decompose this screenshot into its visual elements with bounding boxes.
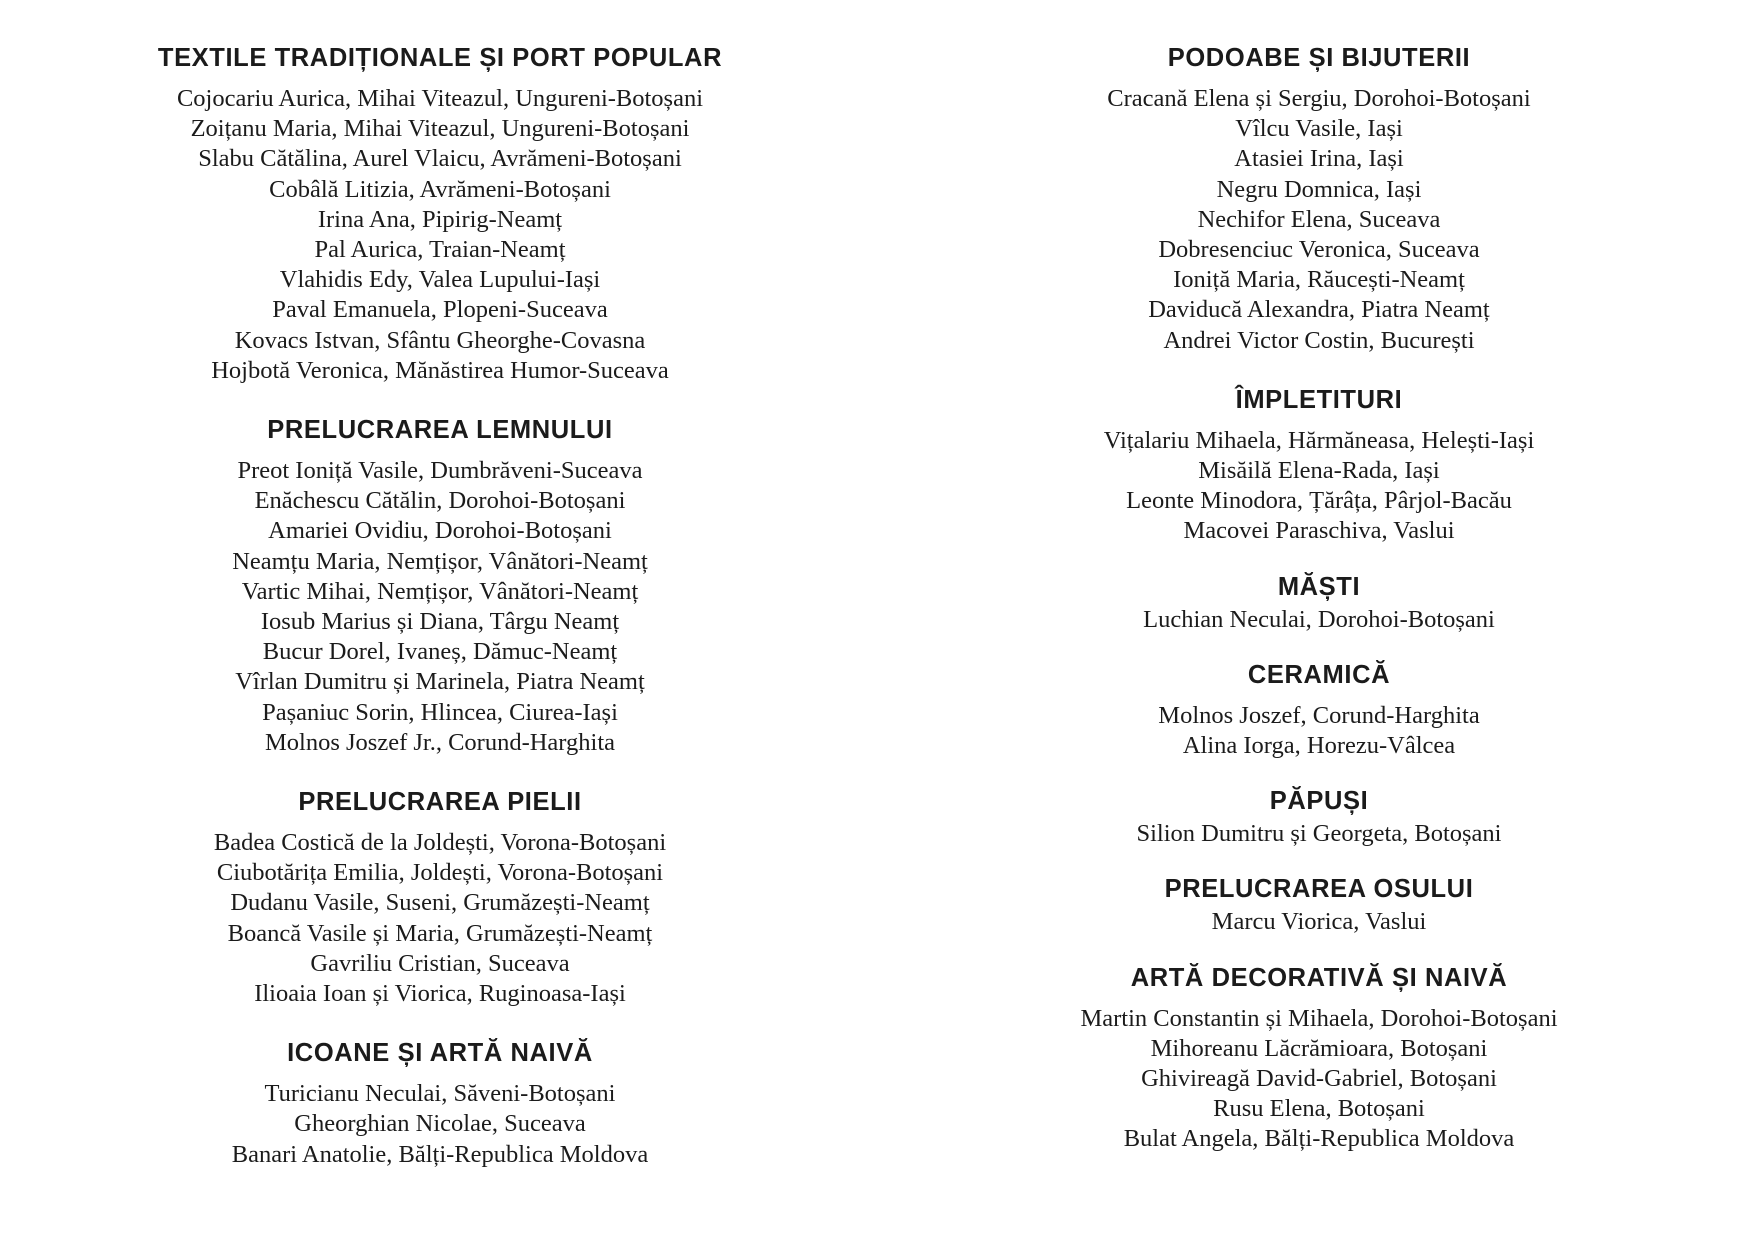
section-heading: MĂȘTI bbox=[1277, 572, 1361, 601]
list-item: Leonte Minodora, Țărâța, Pârjol-Bacău bbox=[1126, 487, 1512, 515]
list-item: Boancă Vasile și Maria, Grumăzești-Neamț bbox=[227, 919, 653, 947]
name-list bbox=[1009, 701, 1629, 761]
section-masti bbox=[1009, 569, 1629, 635]
list-item: Dobresenciuc Veronica, Suceava bbox=[1158, 236, 1480, 264]
section-heading: ÎMPLETITURI bbox=[1235, 385, 1403, 414]
section-textile bbox=[130, 40, 750, 386]
list-item: Gavriliu Cristian, Suceava bbox=[310, 949, 570, 977]
list-item: Vartic Mihai, Nemțișor, Vânători-Neamț bbox=[241, 577, 639, 605]
list-item: Irina Ana, Pipirig-Neamț bbox=[317, 205, 563, 233]
name-list bbox=[1009, 426, 1629, 547]
list-item: Banari Anatolie, Bălți-Republica Moldova bbox=[231, 1140, 649, 1168]
list-item: Slabu Cătălina, Aurel Vlaicu, Avrămeni-Botoșani bbox=[198, 145, 682, 173]
list-item: Pal Aurica, Traian-Neamț bbox=[314, 236, 566, 264]
list-item: Amariei Ovidiu, Dorohoi-Botoșani bbox=[268, 517, 612, 545]
name-list bbox=[1009, 819, 1629, 849]
list-item: Cobâlă Litizia, Avrămeni-Botoșani bbox=[269, 175, 611, 203]
section-heading: ICOANE ȘI ARTĂ NAIVĂ bbox=[287, 1039, 593, 1068]
list-item: Ghivireagă David-Gabriel, Botoșani bbox=[1141, 1065, 1497, 1093]
list-item: Ciubotărița Emilia, Joldești, Vorona-Botoșani bbox=[216, 859, 664, 887]
list-item: Vîrlan Dumitru și Marinela, Piatra Neamț bbox=[235, 668, 645, 696]
list-item: Mihoreanu Lăcrămioara, Botoșani bbox=[1150, 1034, 1488, 1062]
list-item: Negru Domnica, Iași bbox=[1216, 175, 1422, 203]
section-piele bbox=[130, 784, 750, 1009]
name-list bbox=[130, 1079, 750, 1170]
list-item: Bulat Angela, Bălți-Republica Moldova bbox=[1123, 1125, 1515, 1153]
section-podoabe bbox=[1009, 40, 1629, 356]
list-item: Pașaniuc Sorin, Hlincea, Ciurea-Iași bbox=[262, 698, 618, 726]
list-item: Vițalariu Mihaela, Hărmăneasa, Helești-Iași bbox=[1103, 426, 1535, 454]
list-item: Gheorghian Nicolae, Suceava bbox=[294, 1110, 586, 1138]
list-item: Cojocariu Aurica, Mihai Viteazul, Ungureni-Botoșani bbox=[176, 85, 704, 112]
section-ceramica bbox=[1009, 657, 1629, 761]
list-item: Rusu Elena, Botoșani bbox=[1213, 1095, 1425, 1123]
list-item: Misăilă Elena-Rada, Iași bbox=[1198, 457, 1440, 485]
list-item: Enăchescu Cătălin, Dorohoi-Botoșani bbox=[254, 487, 626, 515]
name-list bbox=[1009, 84, 1629, 356]
name-list bbox=[1009, 1004, 1629, 1155]
list-item: Neamțu Maria, Nemțișor, Vânători-Neamț bbox=[232, 547, 648, 575]
section-impletituri bbox=[1009, 382, 1629, 547]
list-item: Bucur Dorel, Ivaneș, Dămuc-Neamț bbox=[262, 638, 618, 666]
list-item: Silion Dumitru și Georgeta, Botoșani bbox=[1136, 820, 1502, 848]
left-column bbox=[130, 40, 750, 1170]
section-heading: ARTĂ DECORATIVĂ ȘI NAIVĂ bbox=[1130, 963, 1508, 992]
name-list bbox=[1009, 907, 1629, 937]
section-papusi bbox=[1009, 783, 1629, 849]
section-heading: PODOABE ȘI BIJUTERII bbox=[1167, 44, 1471, 72]
list-item: Preot Ioniță Vasile, Dumbrăveni-Suceava bbox=[237, 457, 643, 485]
section-heading: PĂPUȘI bbox=[1269, 787, 1369, 816]
section-os bbox=[1009, 871, 1629, 937]
section-heading: CERAMICĂ bbox=[1247, 660, 1391, 689]
list-item: Alina Iorga, Horezu-Vâlcea bbox=[1182, 732, 1456, 760]
list-item: Luchian Neculai, Dorohoi-Botoșani bbox=[1143, 605, 1495, 633]
list-item: Molnos Joszef, Corund-Harghita bbox=[1158, 701, 1480, 729]
list-item: Marcu Viorica, Vaslui bbox=[1211, 908, 1427, 936]
name-list bbox=[1009, 605, 1629, 635]
list-item: Martin Constantin și Mihaela, Dorohoi-Botoșani bbox=[1080, 1004, 1558, 1032]
list-item: Molnos Joszef Jr., Corund-Harghita bbox=[265, 728, 615, 756]
list-item: Vlahidis Edy, Valea Lupului-Iași bbox=[279, 266, 601, 294]
list-item: Daviducă Alexandra, Piatra Neamț bbox=[1148, 296, 1490, 324]
list-item: Paval Emanuela, Plopeni-Suceava bbox=[272, 296, 608, 324]
list-item: Vîlcu Vasile, Iași bbox=[1235, 115, 1403, 143]
section-heading: TEXTILE TRADIȚIONALE ȘI PORT POPULAR bbox=[157, 44, 723, 72]
section-heading: PRELUCRAREA OSULUI bbox=[1164, 875, 1474, 904]
list-item: Turicianu Neculai, Săveni-Botoșani bbox=[264, 1080, 616, 1108]
right-column bbox=[1009, 40, 1629, 1155]
list-item: Zoițanu Maria, Mihai Viteazul, Ungureni-Botoșani bbox=[190, 115, 690, 143]
section-icoane bbox=[130, 1035, 750, 1170]
name-list bbox=[130, 84, 750, 386]
name-list bbox=[130, 828, 750, 1009]
list-item: Badea Costică de la Joldești, Vorona-Botoșani bbox=[213, 829, 667, 857]
list-item: Hojbotă Veronica, Mănăstirea Humor-Suceava bbox=[211, 356, 669, 384]
section-arta bbox=[1009, 960, 1629, 1155]
list-item: Atasiei Irina, Iași bbox=[1234, 145, 1404, 173]
list-item: Ilioaia Ioan și Viorica, Ruginoasa-Iași bbox=[254, 980, 626, 1008]
list-item: Kovacs Istvan, Sfântu Gheorghe-Covasna bbox=[234, 326, 646, 354]
list-item: Nechifor Elena, Suceava bbox=[1197, 205, 1441, 233]
list-item: Ioniță Maria, Răucești-Neamț bbox=[1173, 266, 1465, 294]
list-item: Andrei Victor Costin, București bbox=[1163, 326, 1475, 354]
name-list bbox=[130, 456, 750, 758]
section-lemn bbox=[130, 412, 750, 758]
section-heading: PRELUCRAREA LEMNULUI bbox=[267, 416, 613, 445]
section-heading: PRELUCRAREA PIELII bbox=[298, 788, 582, 817]
list-item: Iosub Marius și Diana, Târgu Neamț bbox=[260, 608, 620, 636]
list-item: Dudanu Vasile, Suseni, Grumăzești-Neamț bbox=[230, 889, 650, 917]
list-item: Cracană Elena și Sergiu, Dorohoi-Botoșani bbox=[1107, 85, 1531, 112]
list-item: Macovei Paraschiva, Vaslui bbox=[1183, 517, 1455, 545]
